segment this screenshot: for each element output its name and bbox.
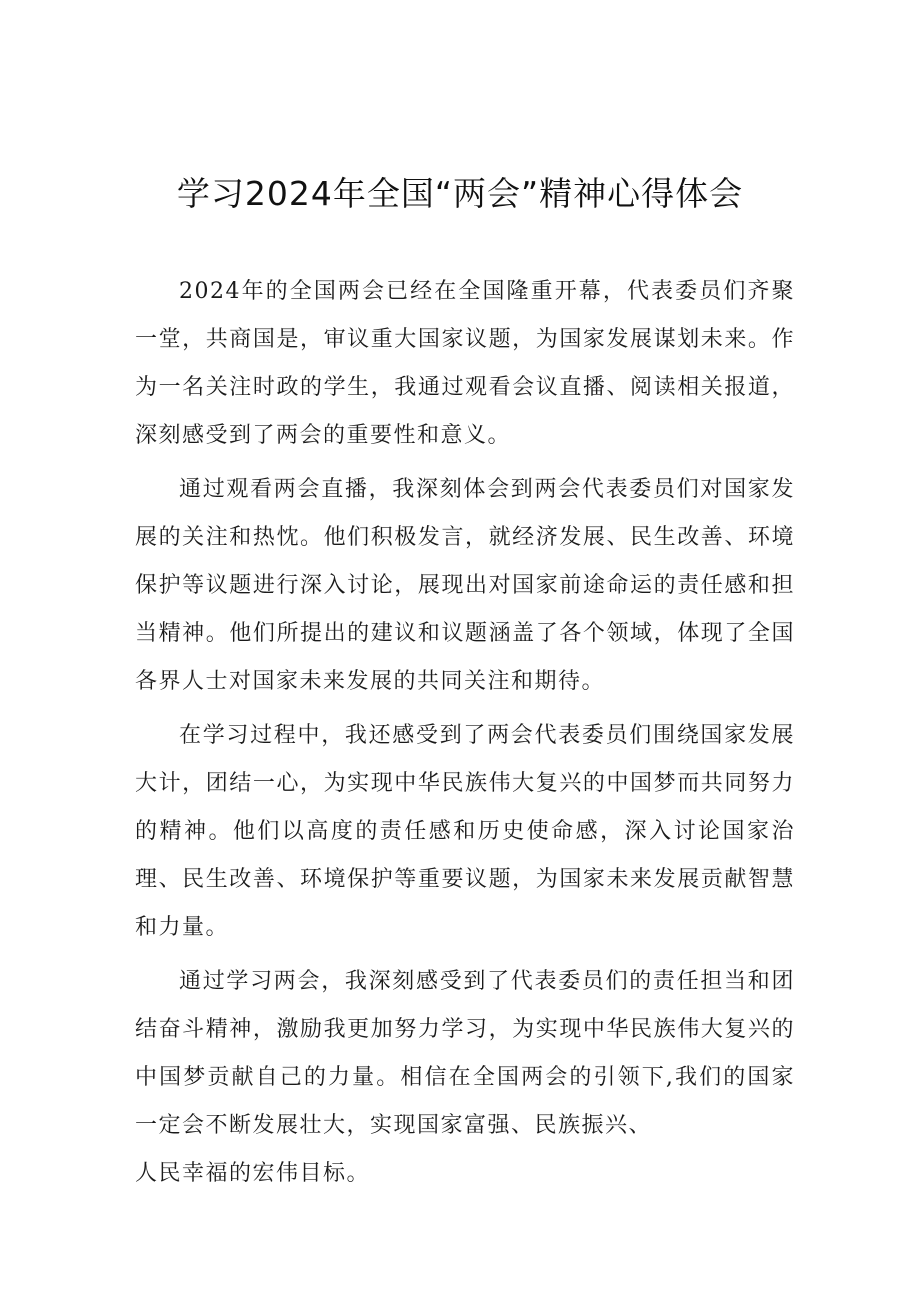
paragraph-4-text: 通过学习两会，我深刻感受到了代表委员们的责任担当和团结奋斗精神，激励我更加努力学习，为实现中华民族伟大复兴的中国梦贡献自己的力量。相信在全国两会的引领下,我们的国家一定会不断发展壮大，实现国家富强、民族振兴、 [135, 969, 795, 1138]
document-body [135, 268, 795, 1198]
document-title: 学习2024年全国“两会”精神心得体会 [176, 174, 744, 213]
paragraph-4 [135, 958, 795, 1198]
paragraph-2: 通过观看两会直播，我深刻体会到两会代表委员们对国家发展的关注和热忱。他们积极发言，就经济发展、民生改善、环境保护等议题进行深入讨论，展现出对国家前途命运的责任感和担当精神。他们所提出的建议和议题涵盖了各个领域，体现了全国各界人士对国家未来发展的共同关注和期待。 [135, 477, 795, 694]
paragraph-3: 在学习过程中，我还感受到了两会代表委员们围绕国家发展大计，团结一心，为实现中华民族伟大复兴的中国梦而共同努力的精神。他们以高度的责任感和历史使命感，深入讨论国家治理、民生改善、环境保护等重要议题，为国家未来发展贡献智慧和力量。 [135, 723, 795, 940]
closing-line: 人民幸福的宏伟目标。 [135, 1161, 371, 1186]
paragraph-1: 2024年的全国两会已经在全国隆重开幕，代表委员们齐聚一堂，共商国是，审议重大国家议题，为国家发展谋划未来。作为一名关注时政的学生，我通过观看会议直播、阅读相关报道，深刻感受到了两会的重要性和意义。 [135, 279, 795, 448]
